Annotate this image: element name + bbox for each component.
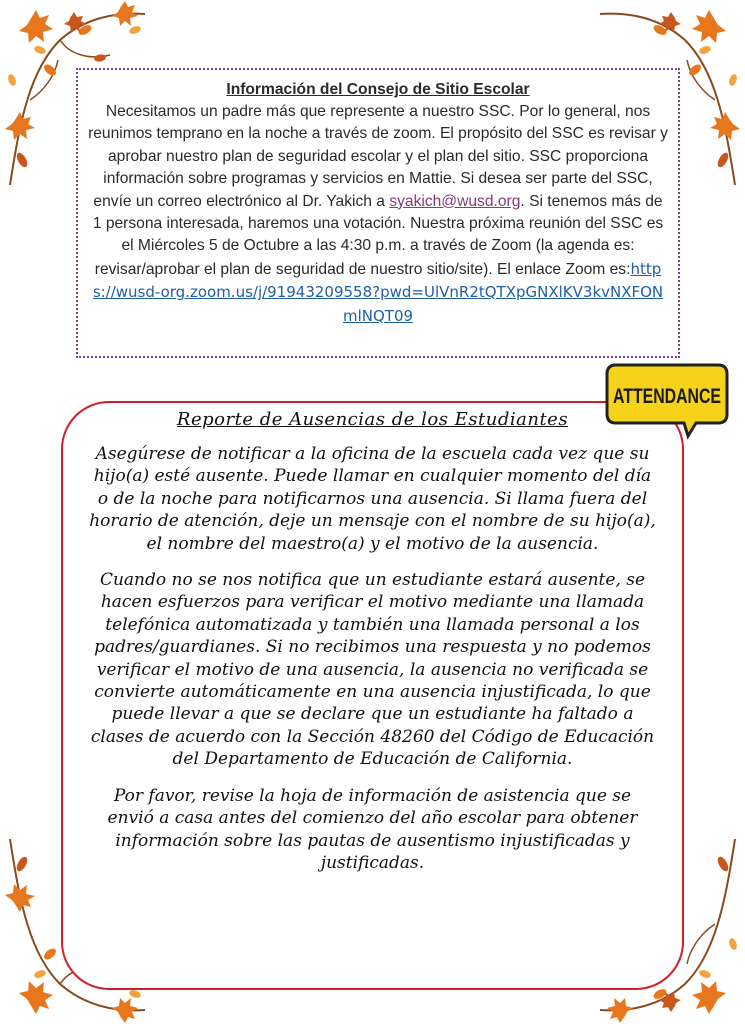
ssc-title: Información del Consejo de Sitio Escolar (226, 81, 530, 98)
absence-title: Reporte de Ausencias de los Estudiantes (176, 409, 569, 430)
ssc-info-box (76, 68, 680, 358)
absence-report-box (61, 401, 684, 990)
absence-paragraph-3: Por favor, revise la hoja de información de asistencia que se envió a casa antes del comienzo del año escolar para obtener información sobre las pautas de ausentismo injustificadas y justificadas. (107, 785, 638, 873)
ssc-body-text: Necesitamos un padre más que represente a nuestro SSC. Por lo general, nos reunimos temprano en la noche a través de zoom. El propósito del SSC es revisar y aprobar nuestro plan de seguridad escolar y el plan del sitio. SSC proporciona información sobre programas y servicios en Mattie. Si desea ser parte del SSC, envíe un correo electrónico al Dr. Yakich a (88, 103, 668, 210)
attendance-badge (604, 362, 730, 438)
absence-paragraph-1: Asegúrese de notificar a la oficina de la escuela cada vez que su hijo(a) esté ausente. Puede llamar en cualquier momento del día o de la noche para notificarnos una ausencia. Si llama fuera del horario de atención, deje un mensaje con el nombre de su hijo(a), el nombre del maestro(a) y el motivo de la ausencia. (89, 444, 656, 554)
ssc-body (88, 101, 668, 328)
email-link[interactable]: syakich@wusd.org (389, 192, 521, 210)
zoom-link[interactable]: https://wusd-org.zoom.us/j/91943209558?pwd=UlVnR2tQTXpGNXlKV3kvNXFONmlNQT09 (92, 259, 664, 325)
attendance-label: ATTENDANCE (613, 385, 721, 408)
ssc-body-text-cont: . Si tenemos más de 1 persona interesada, haremos una votación. Nuestra próxima reunión del SSC es el Miércoles 5 de Octubre a las 4:30 p.m. a través de Zoom (la agenda es: revisar/aprobar el plan de seguridad de nuestro sitio/site). El enlace Zoom es: (92, 192, 664, 278)
absence-paragraph-2: Cuando no se nos notifica que un estudiante estará ausente, se hacen esfuerzos para verificar el motivo mediante una llamada telefónica automatizada y también una llamada personal a los padres/guardianes. Si no recibimos una respuesta y no podemos verificar el motivo de una ausencia, la ausencia no verificada se convierte automáticamente en una ausencia injustificada, lo que puede llevar a que se declare que un estudiante ha faltado a clases de acuerdo con la Sección 48260 del Código de Educación del Departamento de Educación de California. (90, 570, 655, 770)
